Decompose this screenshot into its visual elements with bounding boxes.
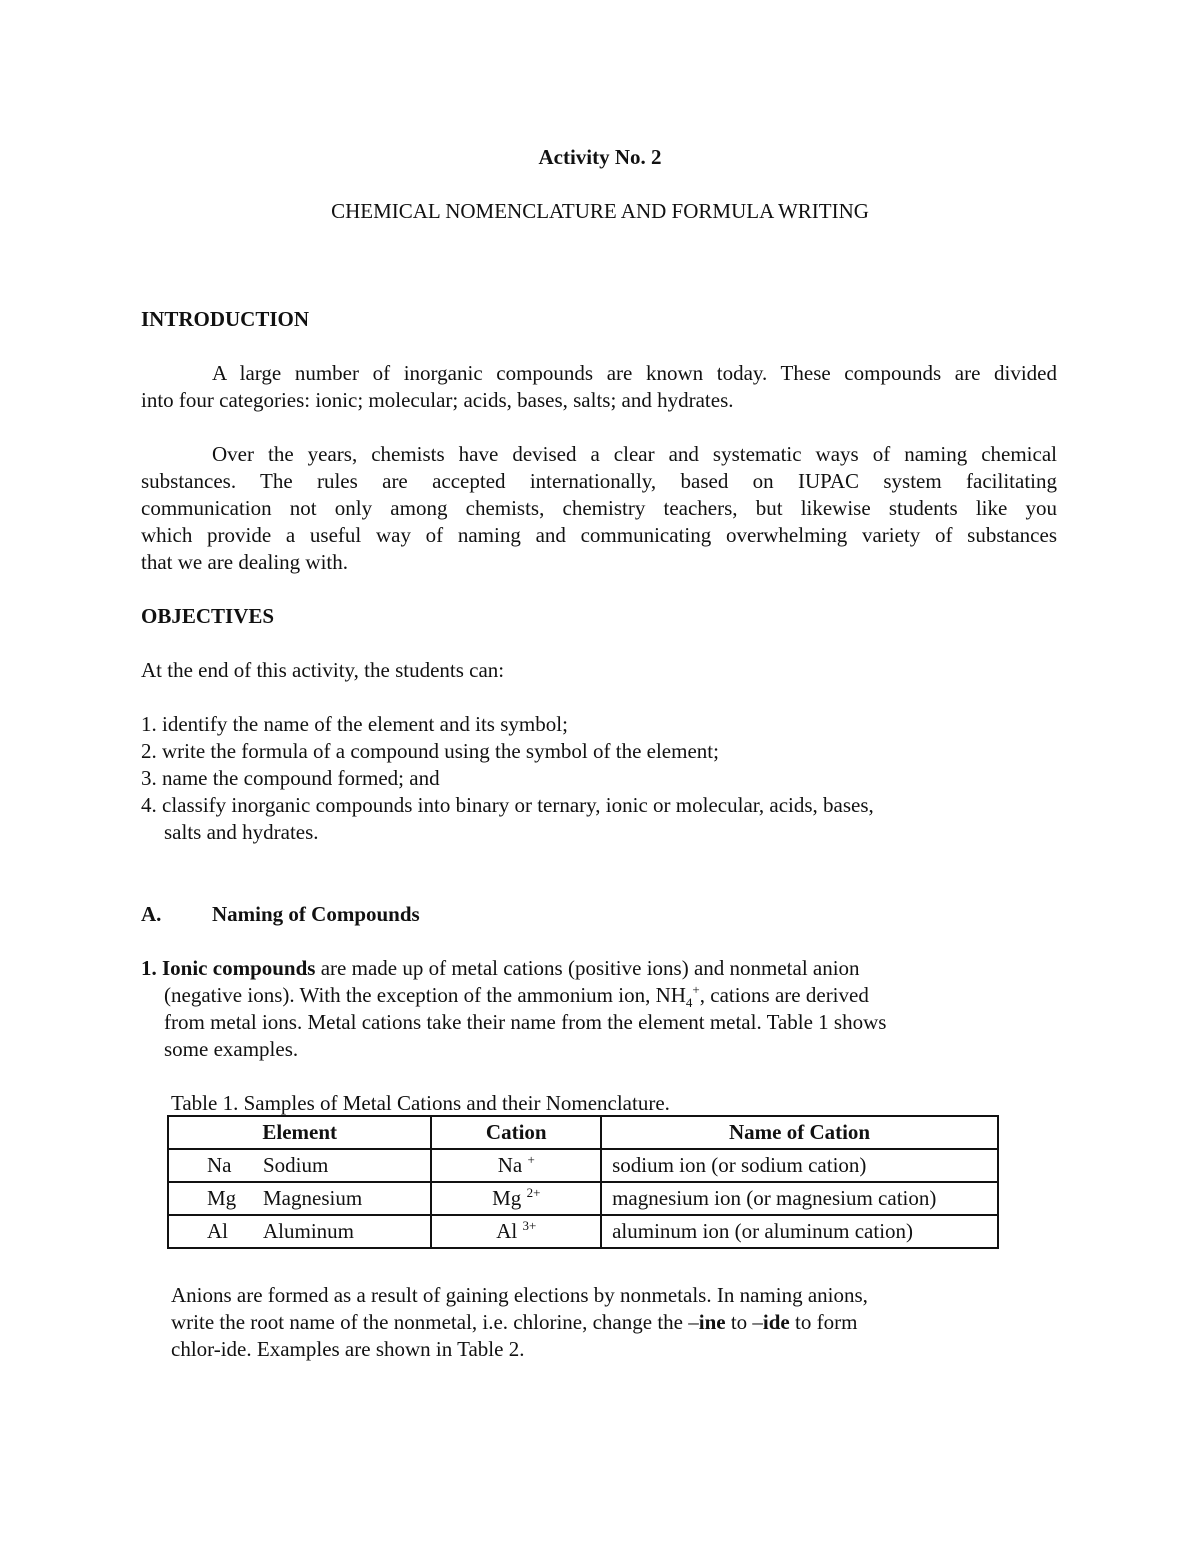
cation-charge: 2+ bbox=[526, 1185, 541, 1200]
objective-item-1: 1. identify the name of the element and its symbol; bbox=[141, 712, 568, 736]
intro-p1-line2: into four categories: ionic; molecular; acids, bases, salts; and hydrates. bbox=[141, 388, 734, 412]
anions-line2-a: write the root name of the nonmetal, i.e. chlorine, change the – bbox=[171, 1310, 699, 1334]
table1-caption: Table 1. Samples of Metal Cations and their Nomenclature. bbox=[171, 1091, 670, 1115]
cation-symbol: Al bbox=[496, 1219, 518, 1243]
objective-item-4-cont: salts and hydrates. bbox=[164, 820, 319, 844]
anions-line1: Anions are formed as a result of gaining elections by nonmetals. In naming anions, bbox=[171, 1283, 868, 1307]
anions-line2 bbox=[171, 1310, 857, 1335]
cation-charge: 3+ bbox=[522, 1218, 537, 1233]
suffix-ine: ine bbox=[698, 1310, 726, 1334]
intro-p2-line5: that we are dealing with. bbox=[141, 550, 349, 574]
element-name: Magnesium bbox=[263, 1186, 363, 1210]
table-row bbox=[168, 1182, 998, 1215]
section-a-title: Naming of Compounds bbox=[212, 902, 420, 926]
element-symbol: Na bbox=[207, 1153, 232, 1177]
ionic-term: Ionic compounds bbox=[162, 956, 316, 980]
intro-p2-line2: substances. The rules are accepted internationally, based on IUPAC system facilitating bbox=[141, 469, 1057, 493]
table-cell-element bbox=[168, 1215, 431, 1248]
table-cell-element bbox=[168, 1182, 431, 1215]
ionic-line1-rest: are made up of metal cations (positive ions) and nonmetal anion bbox=[315, 956, 860, 980]
table-cell-name: aluminum ion (or aluminum cation) bbox=[601, 1215, 998, 1248]
ionic-num: 1. bbox=[141, 956, 157, 980]
ammonium-charge: + bbox=[692, 982, 700, 997]
suffix-ide: ide bbox=[762, 1310, 790, 1334]
cation-symbol: Mg bbox=[492, 1186, 522, 1210]
table-header-row bbox=[168, 1116, 998, 1149]
table-cell-name: magnesium ion (or magnesium cation) bbox=[601, 1182, 998, 1215]
table-header-name: Name of Cation bbox=[601, 1116, 998, 1149]
table1 bbox=[167, 1115, 999, 1249]
element-name: Aluminum bbox=[263, 1219, 355, 1243]
ionic-line2 bbox=[164, 982, 869, 1011]
table-row bbox=[168, 1215, 998, 1248]
ionic-line1 bbox=[141, 956, 860, 981]
intro-p1-line1: A large number of inorganic compounds are known today. These compounds are divided bbox=[212, 361, 1057, 385]
objective-item-4: 4. classify inorganic compounds into binary or ternary, ionic or molecular, acids, bases, bbox=[141, 793, 874, 817]
cation-charge: + bbox=[527, 1152, 535, 1167]
ionic-line2-b: , cations are derived bbox=[699, 983, 869, 1007]
table-cell-cation bbox=[431, 1149, 601, 1182]
intro-p2-line4: which provide a useful way of naming and communicating overwhelming variety of substances bbox=[141, 523, 1057, 547]
section-a-letter: A. bbox=[141, 902, 162, 926]
element-symbol: Mg bbox=[207, 1186, 237, 1210]
anions-line2-c: to form bbox=[789, 1310, 858, 1334]
table-cell-name: sodium ion (or sodium cation) bbox=[601, 1149, 998, 1182]
anions-line2-mid: to – bbox=[725, 1310, 763, 1334]
objective-item-2: 2. write the formula of a compound using the symbol of the element; bbox=[141, 739, 719, 763]
page-title: CHEMICAL NOMENCLATURE AND FORMULA WRITING bbox=[331, 199, 869, 223]
ionic-line3: from metal ions. Metal cations take their name from the element metal. Table 1 shows bbox=[164, 1010, 887, 1034]
anions-line3: chlor-ide. Examples are shown in Table 2. bbox=[171, 1337, 525, 1361]
table-cell-cation bbox=[431, 1215, 601, 1248]
table-header-element: Element bbox=[168, 1116, 431, 1149]
table-cell-cation bbox=[431, 1182, 601, 1215]
table-header-cation: Cation bbox=[431, 1116, 601, 1149]
intro-p2-line1: Over the years, chemists have devised a clear and systematic ways of naming chemical bbox=[212, 442, 1057, 466]
objectives-heading: OBJECTIVES bbox=[141, 604, 275, 628]
element-name: Sodium bbox=[263, 1153, 329, 1177]
objective-item-3: 3. name the compound formed; and bbox=[141, 766, 440, 790]
ionic-line2-a: (negative ions). With the exception of the ammonium ion, NH bbox=[164, 983, 686, 1007]
activity-number: Activity No. 2 bbox=[538, 145, 662, 169]
ammonium-subscript: 4 bbox=[685, 995, 693, 1011]
introduction-heading: INTRODUCTION bbox=[141, 307, 310, 331]
element-symbol: Al bbox=[207, 1219, 228, 1243]
cation-symbol: Na bbox=[497, 1153, 523, 1177]
intro-p2-line3: communication not only among chemists, chemistry teachers, but likewise students like you bbox=[141, 496, 1057, 520]
ionic-line4: some examples. bbox=[164, 1037, 299, 1061]
objectives-lead: At the end of this activity, the students can: bbox=[141, 658, 505, 682]
table-cell-element bbox=[168, 1149, 431, 1182]
table-row bbox=[168, 1149, 998, 1182]
